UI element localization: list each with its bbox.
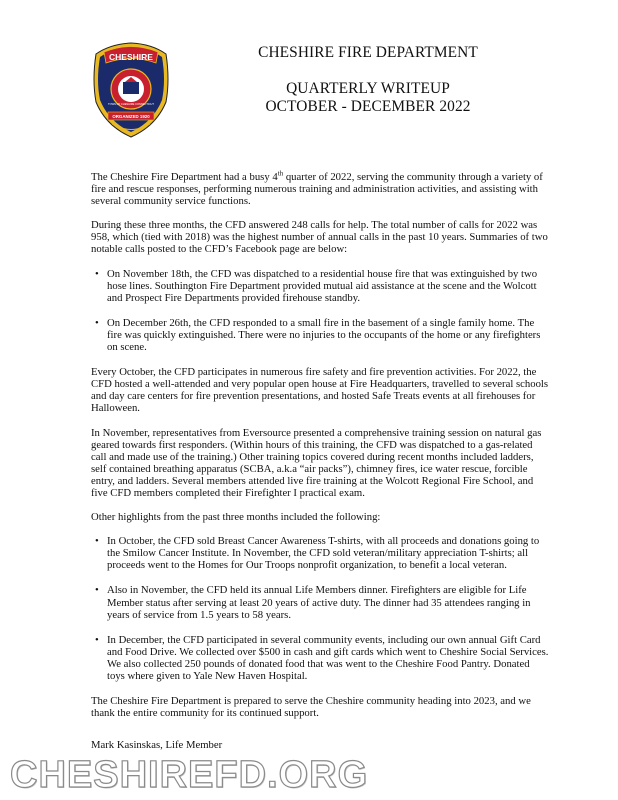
calls-paragraph: During these three months, the CFD answered 248 calls for help. The total number of calls for 2022 was 958, which (tied with 2018) was the highest number of annual calls in the past 10 years. Summaries of two notable calls posted to the CFD’s Facebook page are below: xyxy=(91,219,548,256)
title-line-2: QUARTERLY WRITEUP xyxy=(286,80,450,97)
title-line-1: CHESHIRE FIRE DEPARTMENT xyxy=(258,44,478,61)
list-item: • Also in November, the CFD held its annual Life Members dinner. Firefighters are eligible for Life Member status after serving at least 20 years of active duty. The dinner had 35 attendees ranging in years of service from 1.5 years to 58 years. xyxy=(91,584,549,620)
notable-calls-list xyxy=(91,268,549,354)
fire-department-badge xyxy=(90,40,172,140)
highlights-intro: Other highlights from the past three months included the following: xyxy=(91,511,381,524)
prevention-paragraph: Every October, the CFD participates in numerous fire safety and fire prevention activities. For 2022, the CFD hosted a well-attended and very popular open house at Fire Headquarters, travelled to several schools and day care centers for fire prevention presentations, and hosted Safe Treats events at all firehouses for Halloween. xyxy=(91,366,549,415)
list-item: • On November 18th, the CFD was dispatched to a residential house fire that was extinguished by two hose lines. Southington Fire Department provided mutual aid assistance at the scene and the Wolcott and Prospect Fire Departments provided firehouse standby. xyxy=(91,268,549,304)
badge-bottom-text: ORGANIZED 1920 xyxy=(112,114,150,119)
closing-paragraph: The Cheshire Fire Department is prepared to serve the Cheshire community heading into 2023, and we thank the entire community for its continued support. xyxy=(91,695,531,720)
document-body xyxy=(91,171,549,731)
badge-center-text: TOWN OF CHESHIRE CONNECTICUT xyxy=(108,103,154,106)
badge-top-text: CHESHIRE xyxy=(109,52,153,62)
training-paragraph: In November, representatives from Eversource presented a comprehensive training session on natural gas geared towards first responders. (Within hours of this training, the CFD was dispatched to a gas-related call and made use of the training.) Other training topics covered during recent months included ladders, self contained breathing apparatus (SCBA, a.k.a “air packs”), chimney fires, ice water rescue, forcible entry, and ladders. Several members attended live fire training at the Wolcott Regional Fire School, and five CFD members completed their Firefighter I practical exam. xyxy=(91,426,542,499)
list-item: • On December 26th, the CFD responded to a small fire in the basement of a single family home. The fire was quickly extinguished. There were no injuries to the occupants of the home or any firefighters on scene. xyxy=(91,317,549,353)
title-line-3: OCTOBER - DECEMBER 2022 xyxy=(265,98,471,115)
list-item: • In December, the CFD participated in several community events, including our own annual Gift Card and Food Drive. We collected over $500 in cash and gift cards which went to Cheshire Social Services. We also collected 250 pounds of donated food that was went to the Cheshire Food Pantry. Donated toys where given to Yale New Haven Hospital. xyxy=(91,634,549,682)
intro-paragraph: The Cheshire Fire Department had a busy 4th quarter of 2022, serving the community through a variety of fire and rescue responses, performing numerous training and administration activities, and assisting with several community service functions. xyxy=(91,169,543,208)
list-item: • In October, the CFD sold Breast Cancer Awareness T-shirts, with all proceeds and donations going to the Smilow Cancer Institute. In November, the CFD sold veteran/military appreciation T-shirts; all proceeds went to the Homes for Our Troops nonprofit organization, to benefit a local veteran. xyxy=(91,535,549,571)
document-title xyxy=(232,44,504,116)
signature: Mark Kasinskas, Life Member xyxy=(91,739,223,751)
highlights-list xyxy=(91,535,549,682)
website-footer: CHESHIREFD.ORG xyxy=(10,754,369,796)
